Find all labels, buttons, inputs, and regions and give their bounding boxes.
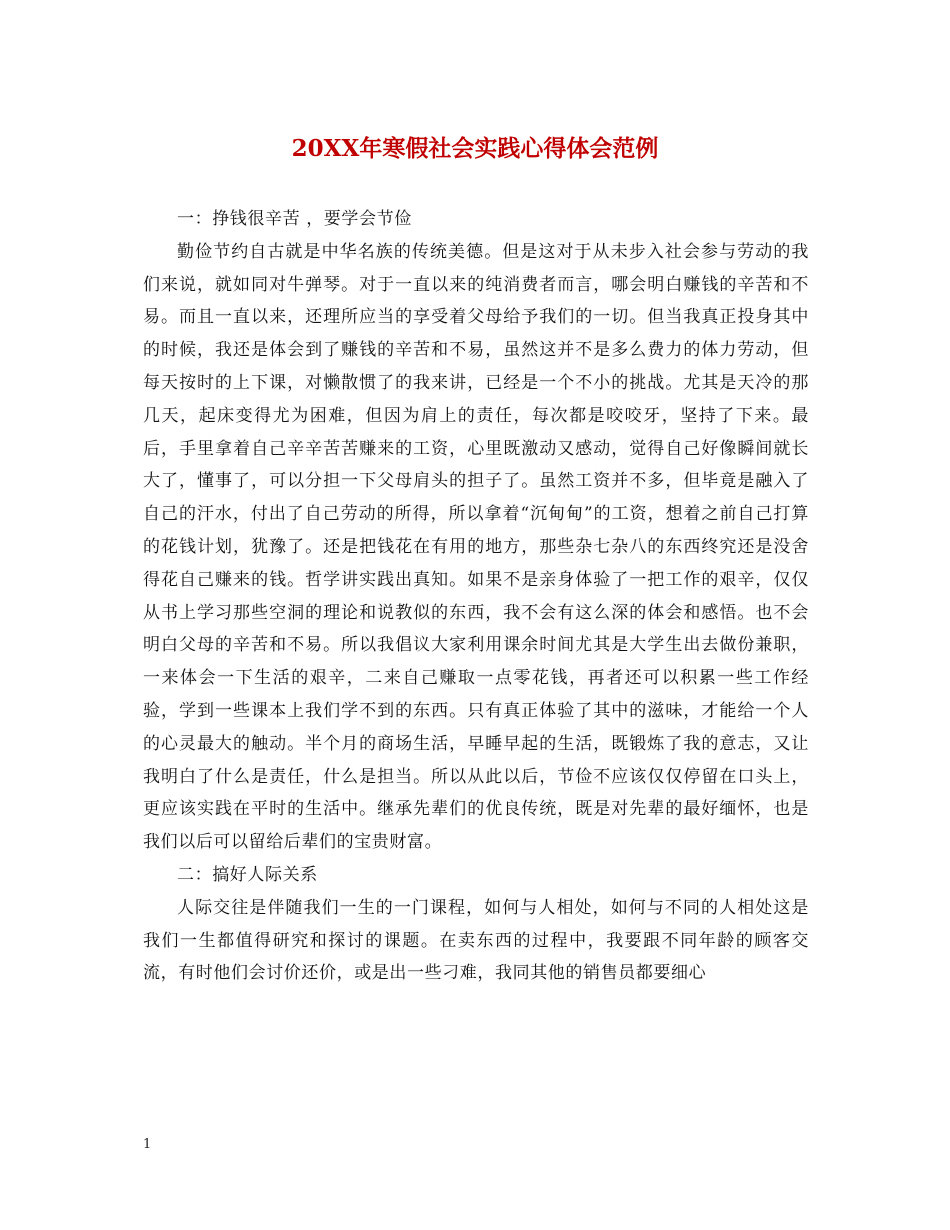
section-heading-1: 一：挣钱很辛苦 ，要学会节俭	[177, 209, 412, 229]
section-paragraph-2: 人际交往是伴随我们一生的一门课程，如何与人相处，如何与不同的人相处这是我们一生都值得研究和探讨的课题。在卖东西的过程中，我要跟不同年龄的顾客交流，有时他们会讨价还价，或是出一些刁难，我同其他的销售员都要细心	[143, 897, 809, 984]
document-body	[143, 203, 809, 990]
section-heading-2: 二：搞好人际关系	[177, 864, 318, 885]
document-title: 20XX年寒假社会实践心得体会范例	[291, 135, 659, 162]
page-number: 1	[143, 1137, 152, 1152]
section-paragraph-1: 勤俭节约自古就是中华名族的传统美德。但是这对于从未步入社会参与劳动的我们来说，就如同对牛弹琴。对于一直以来的纯消费者而言，哪会明白赚钱的辛苦和不易。而且一直以来，还理所应当的享受着父母给予我们的一切。但当我真正投身其中的时候，我还是体会到了赚钱的辛苦和不易，虽然这并不是多么费力的体力劳动，但每天按时的上下课，对懒散惯了的我来讲，已经是一个不小的挑战。尤其是天冷的那几天，起床变得尤为困难，但因为肩上的责任，每次都是咬咬牙，坚持了下来。最后，手里拿着自己辛辛苦苦赚来的工资，心里既激动又感动，觉得自己好像瞬间就长大了，懂事了，可以分担一下父母肩头的担子了。虽然工资并不多，但毕竟是融入了自己的汗水，付出了自己劳动的所得，所以拿着“沉甸甸”的工资，想着之前自己打算的花钱计划，犹豫了。还是把钱花在有用的地方，那些杂七杂八的东西终究还是没舍得花自己赚来的钱。哲学讲实践出真知。如果不是亲身体验了一把工作的艰辛，仅仅从书上学习那些空洞的理论和说教似的东西，我不会有这么深的体会和感悟。也不会明白父母的辛苦和不易。所以我倡议大家利用课余时间尤其是大学生出去做份兼职，一来体会一下生活的艰辛，二来自己赚取一点零花钱，再者还可以积累一些工作经验，学到一些课本上我们学不到的东西。只有真正体验了其中的滋味，才能给一个人的心灵最大的触动。半个月的商场生活，早睡早起的生活，既锻炼了我的意志，又让我明白了什么是责任，什么是担当。所以从此以后，节俭不应该仅仅停留在口头上，更应该实践在平时的生活中。继承先辈们的优良传统，既是对先辈的最好缅怀，也是我们以后可以留给后辈们的宝贵财富。	[143, 241, 809, 853]
